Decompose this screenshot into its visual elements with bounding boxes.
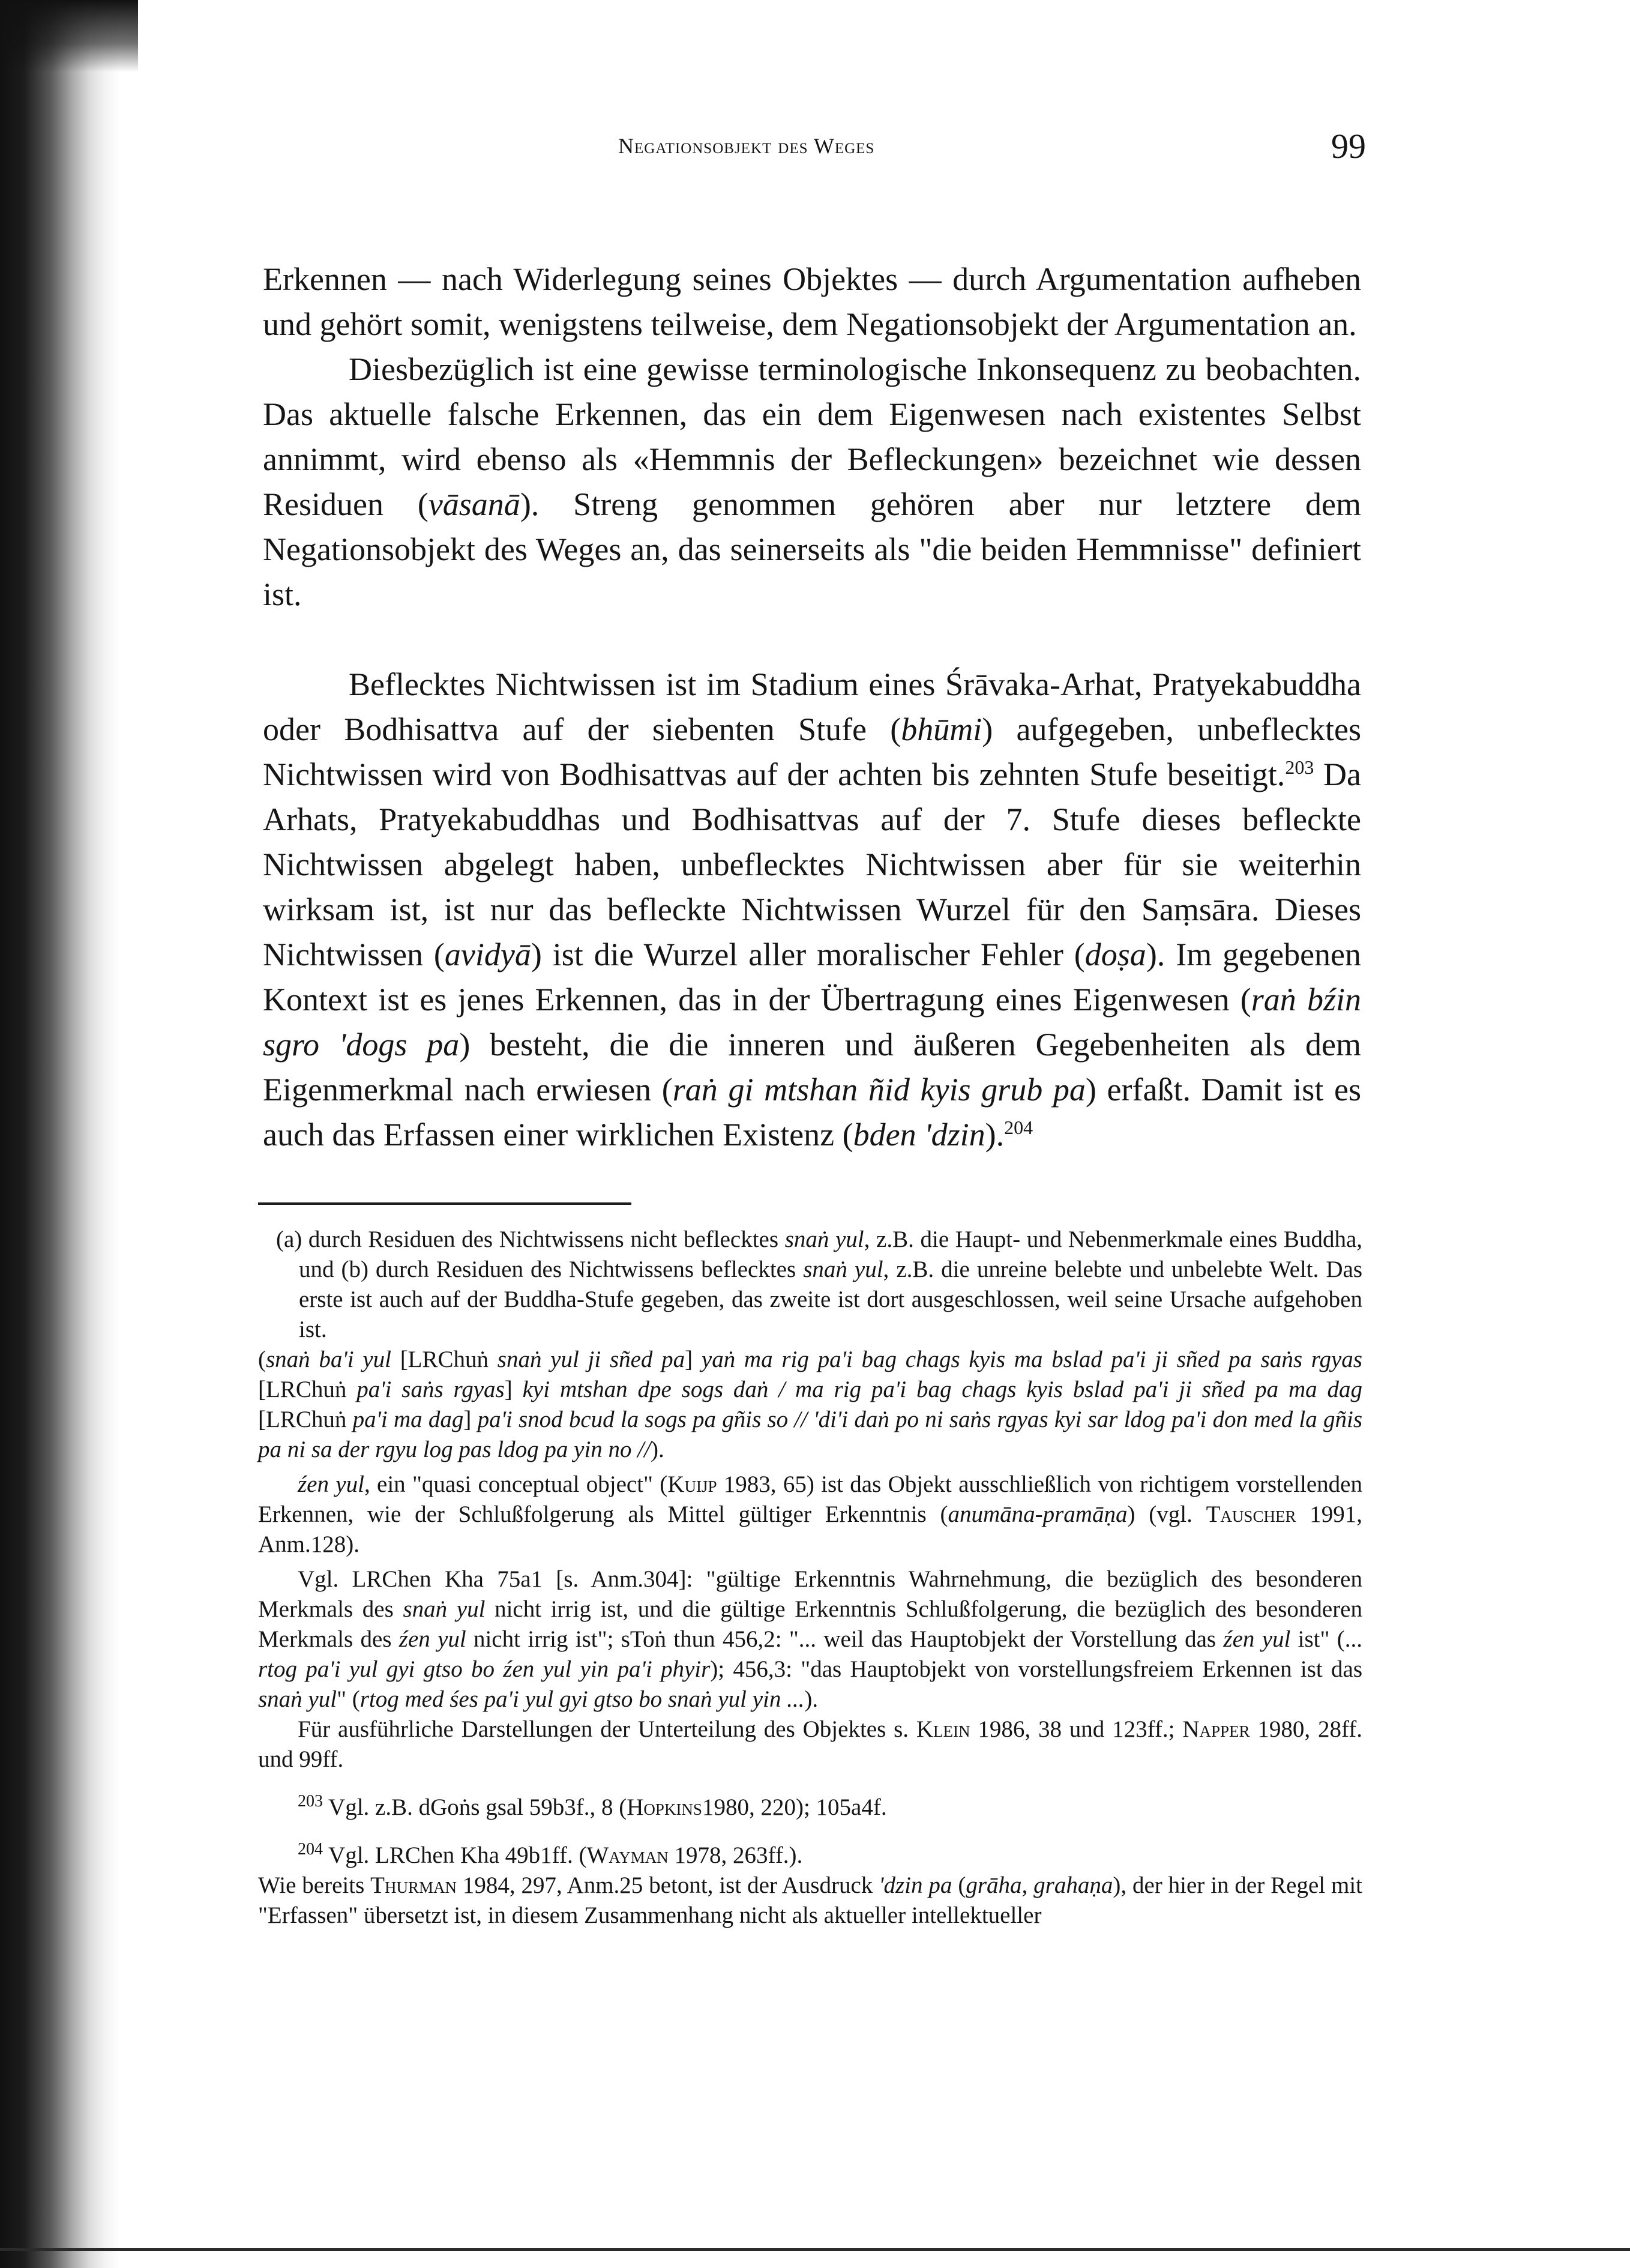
footnote-number-204: 204	[298, 1840, 323, 1859]
footnote-ref-204[interactable]: 204	[1004, 1117, 1033, 1138]
page-number: 99	[1331, 127, 1366, 166]
footnote-continuation-a: (a) durch Residuen des Nichtwissens nicht beflecktes snaṅ yul, z.B. die Haupt- und Nebenmerkmale eines Buddha, und (b) durch Residuen des Nichtwissens beflecktes snaṅ yul, z.B. die unreine belebte und unbelebte Welt. Das erste ist auch auf der Buddha-Stufe gegeben, das zweite ist dort ausgeschlossen, weil seine Ursache aufgehoben ist.	[276, 1226, 1363, 1342]
running-head: Negationsobjekt des Weges	[618, 134, 875, 158]
footnote-tibetan-quote: (snaṅ ba'i yul [LRChuṅ snaṅ yul ji sñed pa] yaṅ ma rig pa'i bag chags kyis ma bslad pa'i ji sñed pa saṅs rgyas [LRChuṅ pa'i saṅs rgyas] kyi mtshan dpe sogs daṅ / ma rig pa'i bag chags kyis bslad pa'i ji sñed pa ma dag [LRChuṅ pa'i ma dag] pa'i snod bcud la sogs pa gñis so // 'di'i daṅ po ni saṅs rgyas kyi sar ldog pa'i don med la gñis pa ni sa der rgyu log pas ldog pa yin no //).	[258, 1347, 1363, 1462]
footnote-ref-203[interactable]: 203	[1285, 756, 1314, 778]
paragraph-1: Erkennen — nach Widerlegung seines Objektes — durch Argumentation aufheben und gehört somit, wenigstens teilweise, dem Negationsobjekt der Argumentation an.	[263, 261, 1361, 342]
footnote-204-continuation: Wie bereits Thurman 1984, 297, Anm.25 betont, ist der Ausdruck 'dzin pa (grāha, grahaṇa), der hier in der Regel mit "Erfassen" übersetzt ist, in diesem Zusammenhang nicht als aktueller intellektueller	[258, 1872, 1362, 1928]
footnote-204: $^{204}$ Vgl. LRChen Kha 49b1ff. (Wayman 1978, 263ff.).	[298, 1840, 803, 1868]
footnote-lrchen-kha: Vgl. LRChen Kha 75a1 [s. Anm.304]: "gültige Erkenntnis Wahrnehmung, die bezüglich des besonderen Merkmals des snaṅ yul nicht irrig ist, und die gültige Erkenntnis Schlußfolgerung, die bezüglich des besonderen Merkmals des źen yul nicht irrig ist"; sToṅ thun 456,2: "... weil das Hauptobjekt der Vorstellung das źen yul ist" (... rtog pa'i yul gyi gtso bo źen yul yin pa'i phyir); 456,3: "das Hauptobjekt von vorstellungsfreiem Erkennen ist das snaṅ yul" (rtog med śes pa'i yul gyi gtso bo snaṅ yul yin ...).	[258, 1566, 1363, 1712]
book-spine-top-shadow	[0, 0, 138, 72]
paragraph-2: Diesbezüglich ist eine gewisse terminologische Inkonsequenz zu beobachten. Das aktuelle falsche Erkennen, das ein dem Eigenwesen nach existentes Selbst annimmt, wird ebenso als «Hemmnis der Befleckungen» bezeichnet wie dessen Residuen (vāsanā). Streng genommen gehören aber nur letztere dem Negationsobjekt des Weges an, das seinerseits als "die beiden Hemmnisse" definiert ist.	[263, 351, 1361, 612]
book-spine-shadow	[0, 0, 120, 2268]
footnote-number-203: 203	[298, 1792, 323, 1811]
footnotes	[258, 1225, 1362, 1931]
paragraph-3: Beflecktes Nichtwissen ist im Stadium eines Śrāvaka-Arhat, Pratyekabuddha oder Bodhisattva auf der siebenten Stufe (bhūmi) aufgegeben, unbeflecktes Nichtwissen wird von Bodhisattvas auf der achten bis zehnten Stufe beseitigt.$^{203}$ Da Arhats, Pratyekabuddhas und Bodhisattvas auf der 7. Stufe dieses befleckte Nichtwissen abgelegt haben, unbeflecktes Nichtwissen aber für sie weiterhin wirksam ist, ist nur das befleckte Nichtwissen Wurzel für den Saṃsāra. Dieses Nichtwissen (avidyā) ist die Wurzel aller moralischer Fehler (doṣa). Im gegebenen Kontext ist es jenes Erkennen, das in der Übertragung eines Eigenwesen (raṅ bźin sgro 'dogs pa) besteht, die die inneren und äußeren Gegebenheiten als dem Eigenmerkmal nach erwiesen (raṅ gi mtshan ñid kyis grub pa) erfaßt. Damit ist es auch das Erfassen einer wirklichen Existenz (bden 'dzin).$^{204}$	[263, 666, 1362, 1153]
footnote-203: $^{203}$ Vgl. z.B. dGoṅs gsal 59b3f., 8 (Hopkins1980, 220); 105a4f.	[298, 1792, 887, 1820]
main-text	[263, 257, 1361, 1157]
footnote-further-reading: Für ausführliche Darstellungen der Unterteilung des Objektes s. Klein 1986, 38 und 123ff.; Napper 1980, 28ff. und 99ff.	[258, 1716, 1362, 1772]
footnote-separator	[258, 1202, 631, 1205]
footnote-zen-yul: źen yul, ein "quasi conceptual object" (Kuijp 1983, 65) ist das Objekt ausschließlich von richtigem vorstellenden Erkennen, wie der Schlußfolgerung als Mittel gültiger Erkenntnis (anumāna-pramāṇa) (vgl. Tauscher 1991, Anm.128).	[258, 1471, 1363, 1557]
scan-bottom-edge	[0, 2248, 1630, 2251]
